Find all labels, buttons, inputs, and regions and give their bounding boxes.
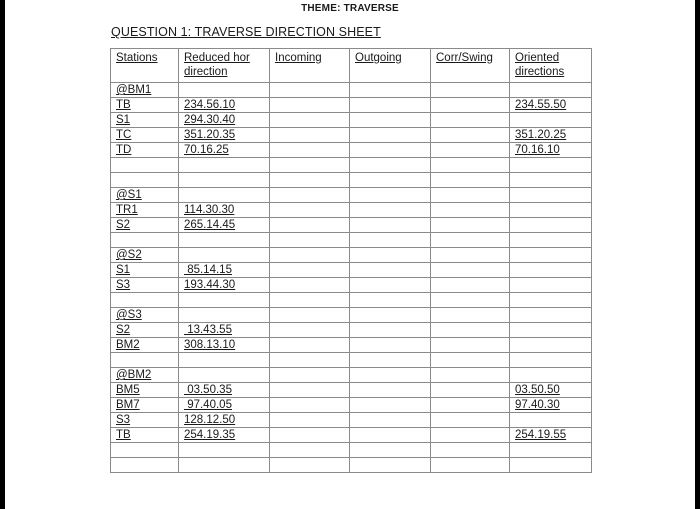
reduced-direction-cell-text: 254.19.35 xyxy=(184,429,236,441)
oriented-direction-cell xyxy=(510,383,592,398)
table-row xyxy=(111,203,592,218)
incoming-cell xyxy=(270,98,350,113)
oriented-direction-cell xyxy=(510,113,592,128)
incoming-cell xyxy=(270,458,350,473)
table-row xyxy=(111,158,592,173)
oriented-direction-cell xyxy=(510,413,592,428)
station-cell-text: S3 xyxy=(116,279,131,291)
theme-heading: THEME: TRAVERSE xyxy=(301,3,399,14)
reduced-direction-cell xyxy=(179,353,270,368)
station-cell-text: @BM1 xyxy=(116,84,152,96)
oriented-direction-cell xyxy=(510,248,592,263)
incoming-cell xyxy=(270,353,350,368)
corr-swing-cell xyxy=(431,263,510,278)
corr-swing-cell xyxy=(431,143,510,158)
reduced-direction-cell xyxy=(179,233,270,248)
station-cell xyxy=(111,188,179,203)
header-incoming: Incoming xyxy=(270,49,350,83)
station-cell xyxy=(111,443,179,458)
outgoing-cell xyxy=(350,353,431,368)
table-row xyxy=(111,428,592,443)
outgoing-cell xyxy=(350,383,431,398)
corr-swing-cell xyxy=(431,248,510,263)
reduced-direction-cell xyxy=(179,173,270,188)
oriented-direction-cell xyxy=(510,83,592,98)
oriented-direction-cell xyxy=(510,293,592,308)
oriented-direction-cell xyxy=(510,233,592,248)
reduced-direction-cell-text: 351.20.35 xyxy=(184,129,236,141)
oriented-direction-cell-text: 351.20.25 xyxy=(515,129,567,141)
corr-swing-cell xyxy=(431,83,510,98)
left-edge-bar xyxy=(0,0,5,509)
outgoing-cell xyxy=(350,278,431,293)
outgoing-cell xyxy=(350,248,431,263)
station-cell-text: S2 xyxy=(116,219,131,231)
oriented-direction-cell xyxy=(510,158,592,173)
station-cell-text: S1 xyxy=(116,114,131,126)
station-cell-text: @S2 xyxy=(116,249,142,261)
reduced-direction-cell-text: 294.30.40 xyxy=(184,114,236,126)
corr-swing-cell xyxy=(431,188,510,203)
oriented-direction-cell xyxy=(510,173,592,188)
outgoing-cell xyxy=(350,188,431,203)
station-cell-text: TR1 xyxy=(116,204,138,216)
station-cell-text: BM5 xyxy=(116,384,140,396)
outgoing-cell xyxy=(350,413,431,428)
reduced-direction-cell xyxy=(179,203,270,218)
station-cell xyxy=(111,233,179,248)
oriented-direction-cell xyxy=(510,368,592,383)
incoming-cell xyxy=(270,143,350,158)
outgoing-cell xyxy=(350,263,431,278)
station-cell-text: S2 xyxy=(116,324,131,336)
table-row xyxy=(111,173,592,188)
oriented-direction-cell xyxy=(510,323,592,338)
header-corr-swing: Corr/Swing xyxy=(431,49,510,83)
outgoing-cell xyxy=(350,443,431,458)
header-outgoing: Outgoing xyxy=(350,49,431,83)
oriented-direction-cell xyxy=(510,143,592,158)
reduced-direction-cell xyxy=(179,323,270,338)
station-cell xyxy=(111,293,179,308)
corr-swing-cell xyxy=(431,383,510,398)
oriented-direction-cell-text: 234.55.50 xyxy=(515,99,567,111)
station-cell xyxy=(111,308,179,323)
question-title: QUESTION 1: TRAVERSE DIRECTION SHEET xyxy=(111,25,381,39)
incoming-cell xyxy=(270,218,350,233)
outgoing-cell xyxy=(350,98,431,113)
incoming-cell xyxy=(270,323,350,338)
station-cell-text: S1 xyxy=(116,264,131,276)
outgoing-cell xyxy=(350,293,431,308)
reduced-direction-cell xyxy=(179,293,270,308)
header-oriented-directions: Oriented directions xyxy=(510,49,592,83)
table-row xyxy=(111,293,592,308)
station-cell xyxy=(111,368,179,383)
station-cell-text: TD xyxy=(116,144,132,156)
outgoing-cell xyxy=(350,323,431,338)
incoming-cell xyxy=(270,443,350,458)
corr-swing-cell xyxy=(431,218,510,233)
table-row xyxy=(111,113,592,128)
oriented-direction-cell xyxy=(510,338,592,353)
reduced-direction-cell-text: 128.12.50 xyxy=(184,414,236,426)
incoming-cell xyxy=(270,278,350,293)
reduced-direction-cell xyxy=(179,218,270,233)
station-cell xyxy=(111,338,179,353)
right-edge-bar xyxy=(695,0,700,509)
outgoing-cell xyxy=(350,308,431,323)
table-row xyxy=(111,233,592,248)
oriented-direction-cell-text: 70.16.10 xyxy=(515,144,560,156)
incoming-cell xyxy=(270,263,350,278)
reduced-direction-cell-text: 308.13.10 xyxy=(184,339,236,351)
table-row xyxy=(111,323,592,338)
incoming-cell xyxy=(270,113,350,128)
corr-swing-cell xyxy=(431,413,510,428)
oriented-direction-cell xyxy=(510,98,592,113)
incoming-cell xyxy=(270,158,350,173)
station-cell xyxy=(111,113,179,128)
reduced-direction-cell-text: 114.30.30 xyxy=(184,204,235,216)
table-row xyxy=(111,413,592,428)
station-cell-text: @S1 xyxy=(116,189,142,201)
station-cell-text: @BM2 xyxy=(116,369,152,381)
corr-swing-cell xyxy=(431,428,510,443)
table-row xyxy=(111,458,592,473)
station-cell xyxy=(111,143,179,158)
corr-swing-cell xyxy=(431,98,510,113)
reduced-direction-cell-text: 13.43.55 xyxy=(184,324,232,336)
station-cell xyxy=(111,263,179,278)
corr-swing-cell xyxy=(431,158,510,173)
corr-swing-cell xyxy=(431,458,510,473)
incoming-cell xyxy=(270,413,350,428)
table-row xyxy=(111,338,592,353)
station-cell xyxy=(111,203,179,218)
incoming-cell xyxy=(270,338,350,353)
oriented-direction-cell xyxy=(510,188,592,203)
table-row xyxy=(111,383,592,398)
table-row xyxy=(111,128,592,143)
oriented-direction-cell xyxy=(510,218,592,233)
reduced-direction-cell xyxy=(179,428,270,443)
incoming-cell xyxy=(270,203,350,218)
reduced-direction-cell xyxy=(179,368,270,383)
reduced-direction-cell-text: 70.16.25 xyxy=(184,144,229,156)
oriented-direction-cell xyxy=(510,428,592,443)
outgoing-cell xyxy=(350,158,431,173)
outgoing-cell xyxy=(350,143,431,158)
reduced-direction-cell-text: 193.44.30 xyxy=(184,279,236,291)
outgoing-cell xyxy=(350,428,431,443)
oriented-direction-cell xyxy=(510,398,592,413)
incoming-cell xyxy=(270,248,350,263)
incoming-cell xyxy=(270,173,350,188)
corr-swing-cell xyxy=(431,398,510,413)
station-cell xyxy=(111,173,179,188)
reduced-direction-cell xyxy=(179,338,270,353)
reduced-direction-cell xyxy=(179,113,270,128)
oriented-direction-cell xyxy=(510,278,592,293)
reduced-direction-cell xyxy=(179,158,270,173)
oriented-direction-cell xyxy=(510,458,592,473)
oriented-direction-cell xyxy=(510,128,592,143)
reduced-direction-cell xyxy=(179,413,270,428)
table-row xyxy=(111,218,592,233)
station-cell-text: @S3 xyxy=(116,309,142,321)
station-cell xyxy=(111,383,179,398)
table-row xyxy=(111,353,592,368)
incoming-cell xyxy=(270,293,350,308)
table-row xyxy=(111,263,592,278)
station-cell xyxy=(111,128,179,143)
outgoing-cell xyxy=(350,128,431,143)
reduced-direction-cell xyxy=(179,188,270,203)
station-cell xyxy=(111,413,179,428)
header-reduced-direction: Reduced hor direction xyxy=(179,49,270,83)
station-cell xyxy=(111,428,179,443)
station-cell xyxy=(111,458,179,473)
station-cell-text: TB xyxy=(116,429,131,441)
reduced-direction-cell-text: 97.40.05 xyxy=(184,399,232,411)
table-row xyxy=(111,188,592,203)
reduced-direction-cell xyxy=(179,83,270,98)
oriented-direction-cell-text: 254.19.55 xyxy=(515,429,567,441)
corr-swing-cell xyxy=(431,233,510,248)
table-row xyxy=(111,98,592,113)
reduced-direction-cell xyxy=(179,458,270,473)
outgoing-cell xyxy=(350,368,431,383)
station-cell-text: S3 xyxy=(116,414,131,426)
table-row xyxy=(111,443,592,458)
reduced-direction-cell xyxy=(179,383,270,398)
reduced-direction-cell xyxy=(179,143,270,158)
table-row xyxy=(111,83,592,98)
incoming-cell xyxy=(270,233,350,248)
reduced-direction-cell xyxy=(179,248,270,263)
table-row xyxy=(111,278,592,293)
corr-swing-cell xyxy=(431,443,510,458)
station-cell xyxy=(111,83,179,98)
outgoing-cell xyxy=(350,458,431,473)
station-cell xyxy=(111,158,179,173)
corr-swing-cell xyxy=(431,278,510,293)
reduced-direction-cell-text: 03.50.35 xyxy=(184,384,232,396)
reduced-direction-cell xyxy=(179,443,270,458)
outgoing-cell xyxy=(350,83,431,98)
reduced-direction-cell xyxy=(179,308,270,323)
corr-swing-cell xyxy=(431,308,510,323)
corr-swing-cell xyxy=(431,368,510,383)
oriented-direction-cell xyxy=(510,263,592,278)
incoming-cell xyxy=(270,383,350,398)
oriented-direction-cell xyxy=(510,443,592,458)
oriented-direction-cell xyxy=(510,308,592,323)
reduced-direction-cell-text: 234.56.10 xyxy=(184,99,236,111)
corr-swing-cell xyxy=(431,353,510,368)
reduced-direction-cell-text: 265.14.45 xyxy=(184,219,236,231)
reduced-direction-cell xyxy=(179,398,270,413)
oriented-direction-cell xyxy=(510,353,592,368)
outgoing-cell xyxy=(350,233,431,248)
station-cell xyxy=(111,398,179,413)
reduced-direction-cell xyxy=(179,263,270,278)
table-row xyxy=(111,368,592,383)
corr-swing-cell xyxy=(431,323,510,338)
outgoing-cell xyxy=(350,113,431,128)
incoming-cell xyxy=(270,188,350,203)
outgoing-cell xyxy=(350,173,431,188)
incoming-cell xyxy=(270,368,350,383)
reduced-direction-cell xyxy=(179,278,270,293)
corr-swing-cell xyxy=(431,338,510,353)
corr-swing-cell xyxy=(431,113,510,128)
reduced-direction-cell xyxy=(179,128,270,143)
outgoing-cell xyxy=(350,218,431,233)
reduced-direction-cell-text: 85.14.15 xyxy=(184,264,232,276)
header-stations: Stations xyxy=(111,49,179,83)
outgoing-cell xyxy=(350,398,431,413)
reduced-direction-cell xyxy=(179,98,270,113)
incoming-cell xyxy=(270,398,350,413)
traverse-direction-table xyxy=(110,48,592,473)
table-row xyxy=(111,248,592,263)
station-cell xyxy=(111,248,179,263)
station-cell-text: BM2 xyxy=(116,339,140,351)
corr-swing-cell xyxy=(431,173,510,188)
station-cell xyxy=(111,353,179,368)
station-cell-text: BM7 xyxy=(116,399,140,411)
incoming-cell xyxy=(270,128,350,143)
outgoing-cell xyxy=(350,338,431,353)
oriented-direction-cell-text: 97.40.30 xyxy=(515,399,560,411)
incoming-cell xyxy=(270,308,350,323)
station-cell-text: TC xyxy=(116,129,132,141)
table-row xyxy=(111,143,592,158)
table-header-row xyxy=(111,49,592,83)
corr-swing-cell xyxy=(431,293,510,308)
station-cell xyxy=(111,323,179,338)
table-row xyxy=(111,398,592,413)
station-cell xyxy=(111,218,179,233)
station-cell-text: TB xyxy=(116,99,131,111)
corr-swing-cell xyxy=(431,128,510,143)
station-cell xyxy=(111,98,179,113)
corr-swing-cell xyxy=(431,203,510,218)
oriented-direction-cell xyxy=(510,203,592,218)
table-row xyxy=(111,308,592,323)
oriented-direction-cell-text: 03.50.50 xyxy=(515,384,560,396)
incoming-cell xyxy=(270,83,350,98)
incoming-cell xyxy=(270,428,350,443)
station-cell xyxy=(111,278,179,293)
outgoing-cell xyxy=(350,203,431,218)
